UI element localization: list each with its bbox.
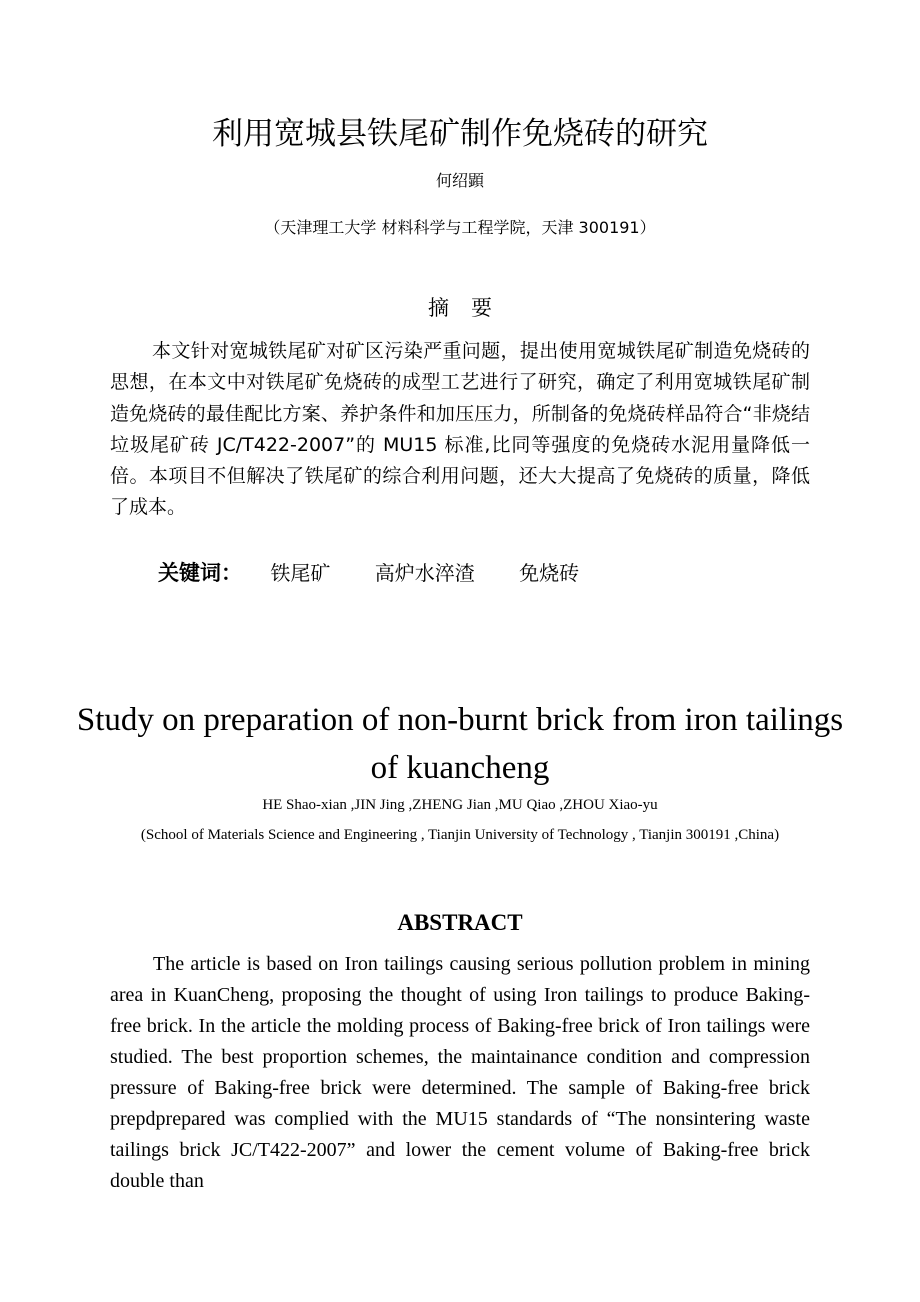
english-authors: HE Shao-xian ,JIN Jing ,ZHENG Jian ,MU Qiao ,ZHOU Xiao-yu	[262, 797, 658, 813]
english-abstract-body: The article is based on Iron tailings causing serious pollution problem in mining area in KuanCheng, proposing the thought of using Iron tailings to produce Baking-free brick. In the article the molding process of Baking-free brick of Iron tailings were studied. The best proportion schemes, the maintainance condition and compression pressure of Baking-free brick were determined. The sample of Baking-free brick prepdprepared was complied with the MU15 standards of “The nonsintering waste tailings brick JC/T422-2007” and lower the cement volume of Baking-free brick double than	[110, 953, 810, 1192]
english-title: Study on preparation of non-burnt brick from iron tailings of kuancheng	[76, 702, 844, 786]
chinese-author: 何绍顕	[435, 171, 484, 190]
keyword-item: 高炉水淬渣	[374, 561, 475, 585]
english-abstract-heading: ABSTRACT	[397, 910, 523, 935]
chinese-affiliation: （天津理工大学 材料科学与工程学院，天津 300191）	[264, 218, 656, 237]
english-affiliation: (School of Materials Science and Engineering , Tianjin University of Technology , Tianjin 300191 ,China)	[140, 827, 780, 843]
keyword-item: 免烧砖	[519, 561, 580, 585]
chinese-abstract-heading: 摘要	[428, 296, 514, 320]
keyword-item: 铁尾矿	[270, 561, 331, 585]
chinese-abstract-body: 本文针对宽城铁尾矿对矿区污染严重问题，提出使用宽城铁尾矿制造免烧砖的思想，在本文中对铁尾矿免烧砖的成型工艺进行了研究，确定了利用宽城铁尾矿制造免烧砖的最佳配比方案、养护条件和加压压力，所制备的免烧砖样品符合“非烧结垃圾尾矿砖 JC/T422-2007”的 MU15 标准,比同等强度的免烧砖水泥用量降低一倍。本项目不但解决了铁尾矿的综合利用问题，还大大提高了免烧砖的质量，降低了成本。	[110, 340, 810, 519]
chinese-title: 利用宽城县铁尾矿制作免烧砖的研究	[212, 116, 708, 152]
chinese-keywords	[158, 556, 818, 590]
keywords-label: 关键词：	[158, 561, 242, 585]
